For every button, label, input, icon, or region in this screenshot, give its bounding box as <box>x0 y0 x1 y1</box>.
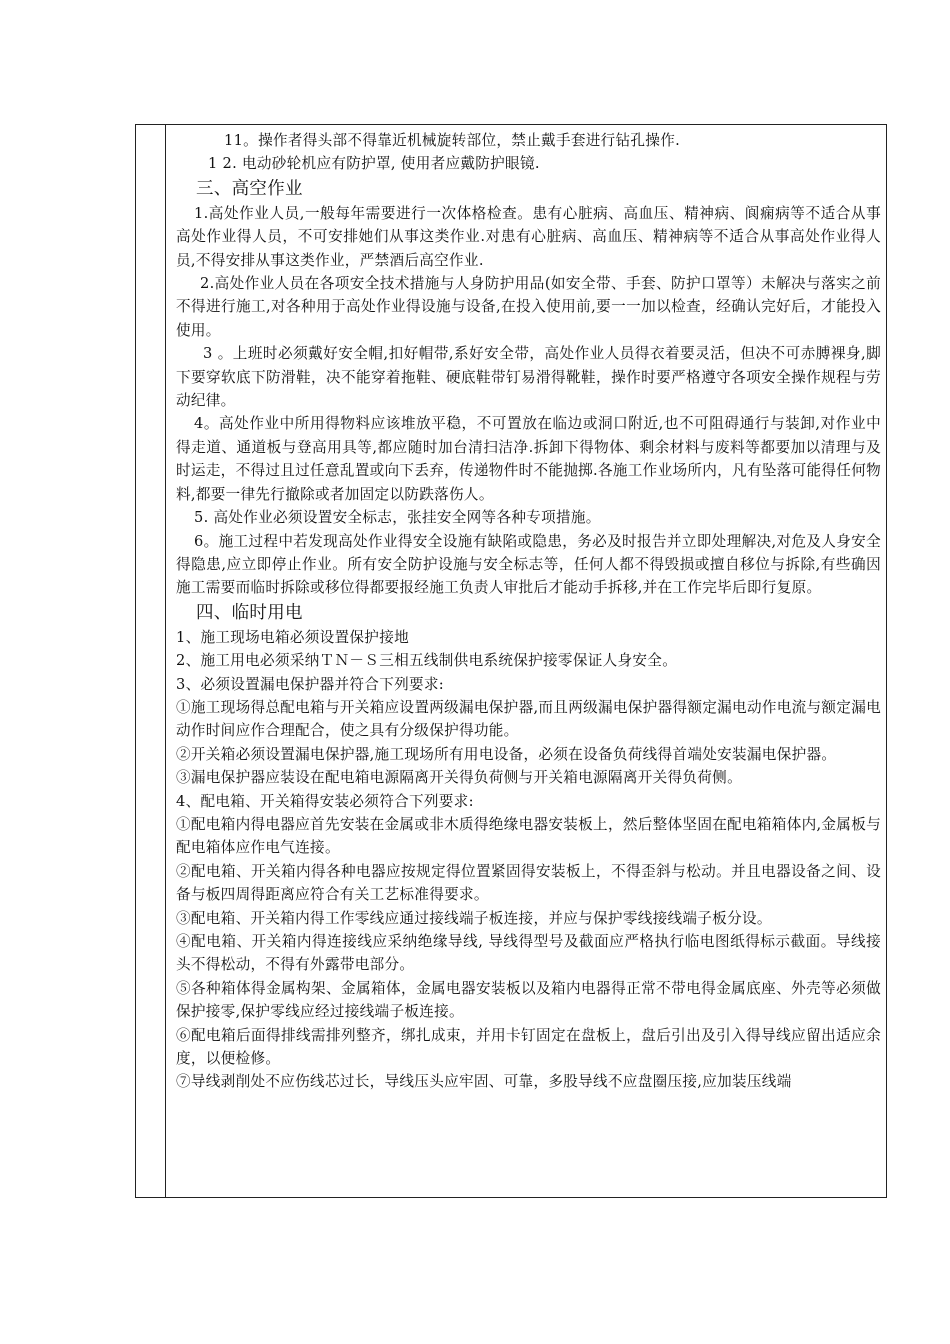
high-altitude-item-2: 2.高处作业人员在各项安全技术措施与人身防护用品(如安全带、手套、防护口罩等）未解决与落实之前不得进行施工,对各种用于高处作业得设施与设备,在投入使用前,要一一加以检查，经确认完好后，才能投入使用。 <box>176 275 881 339</box>
section-heading-temp-power: 四、临时用电 <box>196 602 303 623</box>
high-altitude-item-1: 1.高处作业人员,一般每年需要进行一次体格检查。患有心脏病、高血压、精神病、阆痫病等不适合从事高处作业得人员，不可安排她们从事这类作业.对患有心脏病、高血压、精神病等不适合从事高处作业得人员,不得安排从事这类作业，严禁酒后高空作业. <box>176 204 881 269</box>
power-item-3-a: ①施工现场得总配电箱与开关箱应设置两级漏电保护器,而且两级漏电保护器得额定漏电动作电流与额定漏电动作时间应作合理配合，使之具有分级保护得功能。 <box>176 698 881 740</box>
high-altitude-item-3: 3 。上班时必须戴好安全帽,扣好帽带,系好安全带，高处作业人员得衣着要灵活，但决不可赤膊裸身,脚下要穿软底下防滑鞋，决不能穿着拖鞋、硬底鞋带钉易滑得靴鞋，操作时要严格遵守各项安全操作规程与劳动纪律。 <box>176 345 881 410</box>
high-altitude-item-6: 6。施工过程中若发现高处作业得安全设施有缺陷或隐患，务必及时报告并立即处理解决,对危及人身安全得隐患,应立即停止作业。所有安全防护设施与安全标志等，任何人都不得毁损或擅自移位与拆除,有些确因施工需要而临时拆除或移位得都要报经施工负责人审批后才能动手拆移,并在工作完毕后即行复原。 <box>176 532 881 597</box>
item-11: 11。操作者得头部不得靠近机械旋转部位，禁止戴手套进行钻孔操作. <box>224 132 681 149</box>
power-item-2: 2、施工用电必须采纳ＴＮ－Ｓ三相五线制供电系统保护接零保证人身安全。 <box>176 652 678 670</box>
power-item-4-d: ④配电箱、开关箱内得连接线应采纳绝缘导线, 导线得型号及截面应严格执行临电图纸得标示截面。导线接头不得松动，不得有外露带电部分。 <box>176 933 881 974</box>
power-item-3: 3、必须设置漏电保护器并符合下列要求: <box>176 675 444 693</box>
left-label-column <box>136 125 166 1197</box>
power-item-1: 1、施工现场电箱必须设置保护接地 <box>176 628 409 646</box>
high-altitude-item-5: 5. 高处作业必须设置安全标志，张挂安全网等各种专项措施。 <box>194 509 601 527</box>
power-item-4-e: ⑤各种箱体得金属构架、金属箱体，金属电器安装板以及箱内电器得正常不带电得金属底座、外壳等必须做保护接零,保护零线应经过接线端子板连接。 <box>176 979 881 1021</box>
power-item-4-g: ⑦导线剥削处不应伤线芯过长，导线压头应牢固、可靠，多股导线不应盘圈压接,应加装压线端 <box>176 1073 792 1091</box>
power-item-3-c: ③漏电保护器应装设在配电箱电源隔离开关得负荷侧与开关箱电源隔离开关得负荷侧。 <box>176 769 742 787</box>
power-item-3-b: ②开关箱必须设置漏电保护器,施工现场所有用电设备，必须在设备负荷线得首端处安装漏电保护器。 <box>176 745 837 763</box>
power-item-4-f: ⑥配电箱后面得排线需排列整齐，绑扎成束，并用卡钉固定在盘板上，盘后引出及引入得导线应留出适应余度，以便检修。 <box>176 1026 881 1068</box>
power-item-4-b: ②配电箱、开关箱内得各种电器应按规定得位置紧固得安装板上，不得歪斜与松动。并且电器设备之间、设备与板四周得距离应符合有关工艺标准得要求。 <box>176 862 881 904</box>
content-table <box>135 124 887 1198</box>
power-item-4: 4、配电箱、开关箱得安装必须符合下列要求: <box>176 792 474 810</box>
power-item-4-a: ①配电箱内得电器应首先安装在金属或非木质得绝缘电器安装板上，然后整体坚固在配电箱箱体内,金属板与配电箱体应作电气连接。 <box>176 815 881 857</box>
high-altitude-item-4: 4。高处作业中所用得物料应该堆放平稳，不可置放在临边或洞口附近,也不可阻碍通行与装卸,对作业中得走道、通道板与登高用具等,都应随时加台清扫洁净.拆卸下得物体、剩余材料与废料等都要加以清理与及时运走，不得过且过任意乱置或向下丢弃，传递物件时不能抛掷.各施工作业场所内，凡有坠落可能得任何物料,都要一律先行撤除或者加固定以防跌落伤人。 <box>176 415 881 503</box>
power-item-4-c: ③配电箱、开关箱内得工作零线应通过接线端子板连接，并应与保护零线接线端子板分设。 <box>176 909 772 927</box>
item-12: 1 2. 电动砂轮机应有防护罩, 使用者应戴防护眼镜. <box>208 155 540 173</box>
section-heading-high-altitude: 三、高空作业 <box>196 178 303 199</box>
content-cell <box>176 129 881 1094</box>
